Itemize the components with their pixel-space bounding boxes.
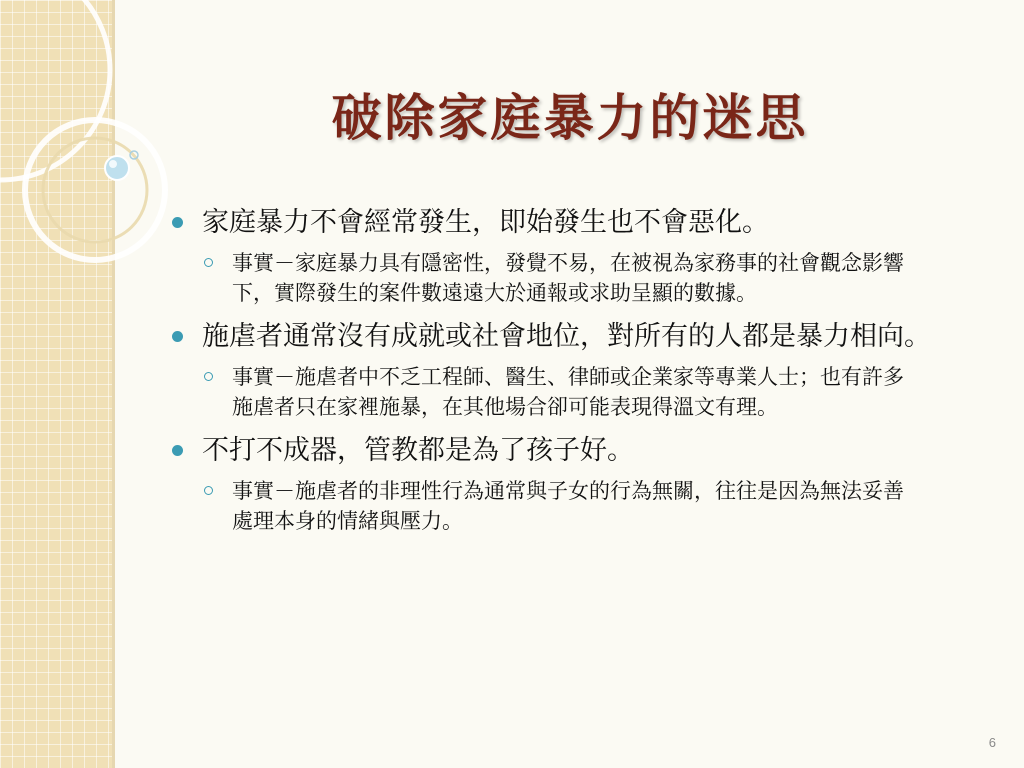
list-item [172, 432, 962, 470]
decorative-rings-icon [0, 0, 180, 320]
sub-list-item [204, 362, 922, 422]
list-item [172, 318, 962, 356]
list-item-text: 家庭暴力不會經常發生，即始發生也不會惡化。 [202, 207, 769, 238]
sub-list-item [204, 248, 922, 308]
list-item-text: 不打不成器，管教都是為了孩子好。 [202, 435, 634, 466]
bullet-dot-icon [172, 445, 183, 456]
slide-title: 破除家庭暴力的迷思 [331, 88, 809, 147]
sub-list-item-text: 事實－施虐者的非理性行為通常與子女的行為無關，往往是因為無法妥善處理本身的情緒與壓力。 [232, 479, 904, 533]
bullet-ring-icon [204, 258, 213, 267]
list-item-text: 施虐者通常沒有成就或社會地位，對所有的人都是暴力相向。 [202, 321, 931, 352]
bullet-dot-icon [172, 331, 183, 342]
bullet-ring-icon [204, 372, 213, 381]
bullet-dot-icon [172, 217, 183, 228]
sub-list-item [204, 476, 922, 536]
list-item [172, 204, 962, 242]
sub-list-item-text: 事實－家庭暴力具有隱密性，發覺不易，在被視為家務事的社會觀念影響下，實際發生的案件數遠遠大於通報或求助呈顯的數據。 [232, 251, 904, 305]
page-number: 6 [988, 735, 996, 750]
bullet-ring-icon [204, 486, 213, 495]
sub-list-item-text: 事實－施虐者中不乏工程師、醫生、律師或企業家等專業人士；也有許多施虐者只在家裡施暴，在其他場合卻可能表現得溫文有理。 [232, 365, 904, 419]
bullet-list [172, 204, 962, 546]
